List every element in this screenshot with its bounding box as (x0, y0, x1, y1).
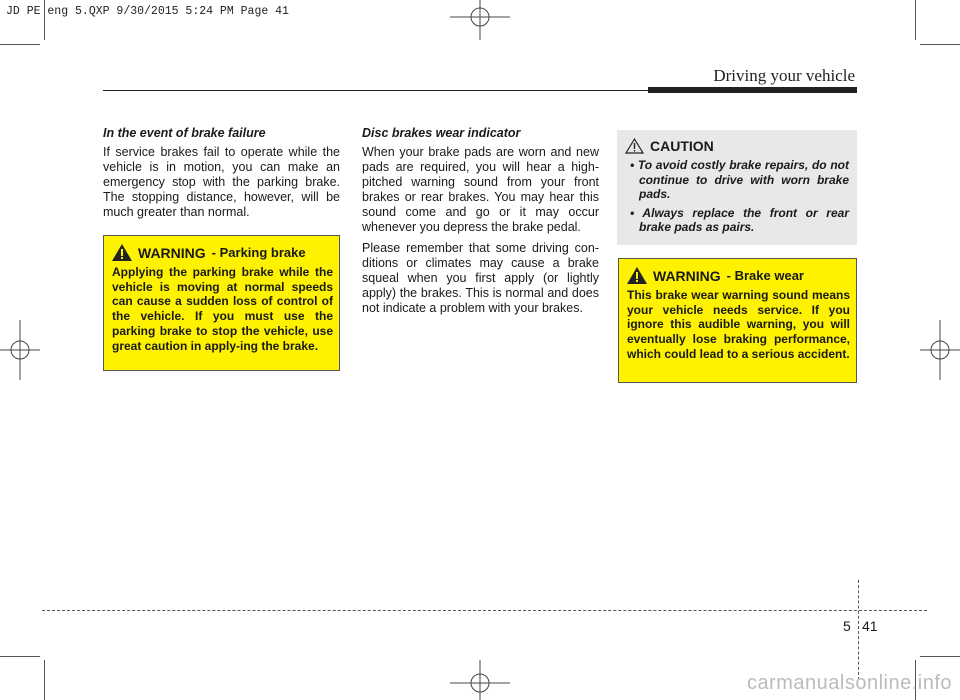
crop-mark (0, 44, 40, 45)
column-2 (362, 126, 599, 316)
footer-divider (858, 580, 859, 680)
wear-indicator-paragraph-2: Please remember that some driving con-ditions or climates may cause a brake squeal when you first apply (or lightly apply) the brakes. This is normal and does not indicate a problem with your brakes. (362, 241, 599, 315)
caution-list (625, 158, 849, 235)
registration-mark (920, 320, 960, 380)
crop-mark (0, 656, 40, 657)
warning-title (112, 244, 333, 261)
header-bar (648, 87, 857, 93)
registration-mark (450, 660, 510, 700)
subhead-wear-indicator: Disc brakes wear indicator (362, 126, 521, 140)
brake-failure-paragraph: If service brakes fail to operate while the vehicle is in motion, you can make an emergency stop with the parking brake. The stopping distance, however, will be much greater than normal. (103, 145, 340, 219)
caution-triangle-icon (625, 138, 644, 154)
caution-title (625, 138, 849, 154)
subhead-brake-failure: In the event of brake failure (103, 126, 266, 140)
registration-mark (450, 0, 510, 40)
caution-item-text: To avoid costly brake repairs, do not continue to drive with worn brake pads. (637, 158, 849, 202)
section-title: Driving your vehicle (713, 66, 855, 85)
page-number: 41 (862, 618, 878, 634)
footer-rule (42, 610, 927, 611)
chapter-number: 5 (843, 618, 851, 634)
warning-label: WARNING (653, 267, 721, 284)
warning-triangle-icon (627, 267, 647, 284)
wear-indicator-paragraph-1: When your brake pads are worn and new pads are required, you will hear a high-pitched warning sound from your front brakes or rear brakes. You may hear this sound come and go or it may occur whenever you depress the brake pedal. (362, 145, 599, 234)
warning-label: WARNING (138, 244, 206, 261)
watermark: carmanualsonline.info (746, 672, 952, 694)
crop-mark (920, 44, 960, 45)
print-slug: JD PE eng 5.QXP 9/30/2015 5:24 PM Page 41 (6, 5, 289, 18)
header-rule (103, 90, 648, 91)
crop-mark (920, 656, 960, 657)
warning-subject: - Brake wear (726, 268, 804, 283)
warning-subject: - Parking brake (211, 245, 306, 260)
caution-label: CAUTION (650, 138, 714, 154)
warning-text: Applying the parking brake while the vehicle is moving at normal speeds can cause a sudden loss of control of the vehicle. If you must use the parking brake to stop the vehicle, use great caution in apply-ing the brake. (112, 265, 333, 353)
warning-box-brake-wear (618, 258, 857, 383)
warning-box-parking-brake (103, 235, 340, 371)
caution-item: • To avoid costly brake repairs, do not continue to drive with worn brake pads. (630, 158, 849, 202)
crop-mark (44, 660, 45, 700)
caution-item: • Always replace the front or rear brake pads as pairs. (630, 205, 849, 235)
caution-item-text: Always replace the front or rear brake pads as pairs. (639, 205, 849, 235)
registration-mark (0, 320, 40, 380)
caution-box (617, 130, 857, 245)
column-1 (103, 126, 340, 220)
warning-triangle-icon (112, 244, 132, 261)
warning-text: This brake wear warning sound means your vehicle needs service. If you ignore this audible warning, you will eventually lose braking performance, which could lead to a serious accident. (627, 288, 850, 361)
crop-mark (915, 0, 916, 40)
warning-title (627, 267, 850, 284)
